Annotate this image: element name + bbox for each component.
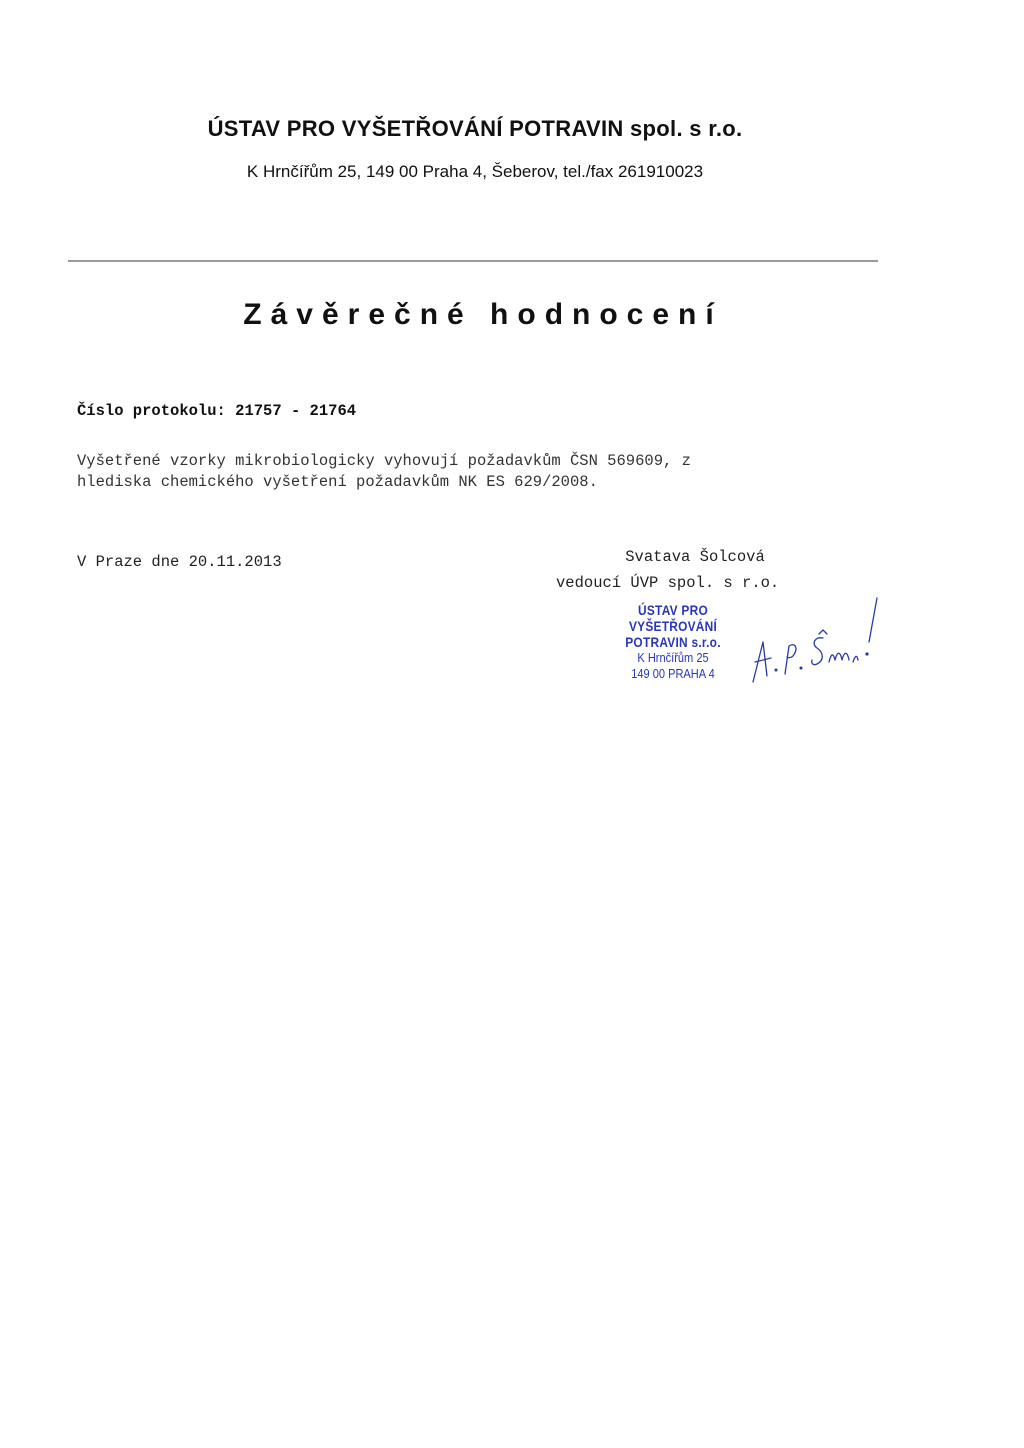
protocol-number: 21757 - 21764: [235, 402, 357, 420]
institution-name: ÚSTAV PRO VYŠETŘOVÁNÍ POTRAVIN spol. s r.o.: [207, 116, 743, 141]
handwritten-signature: [745, 590, 895, 690]
stamp-line: ÚSTAV PRO VYŠETŘOVÁNÍ: [628, 602, 718, 634]
signatory-name: Svatava Šolcová: [625, 548, 765, 566]
protocol-number-line: [77, 402, 356, 420]
evaluation-statement: [77, 451, 857, 493]
protocol-label: Číslo protokolu:: [77, 402, 226, 420]
stamp-line: 149 00 PRAHA 4: [631, 666, 715, 681]
place-and-date: V Praze dne 20.11.2013: [77, 553, 282, 571]
stamp-line: K Hrnčířům 25: [637, 650, 709, 665]
statement-line: hlediska chemického vyšetření požadavkům NK ES 629/2008.: [77, 473, 598, 491]
statement-line: Vyšetřené vzorky mikrobiologicky vyhovují požadavkům ČSN 569609, z: [77, 452, 691, 470]
signatory-role: vedoucí ÚVP spol. s r.o.: [556, 574, 780, 592]
document-title: Závěrečné hodnocení: [243, 298, 723, 331]
stamp-line: POTRAVIN s.r.o.: [625, 634, 721, 650]
institution-address: K Hrnčířům 25, 149 00 Praha 4, Šeberov, tel./fax 261910023: [246, 162, 704, 181]
header-divider: [68, 260, 878, 262]
company-stamp: [578, 602, 768, 682]
